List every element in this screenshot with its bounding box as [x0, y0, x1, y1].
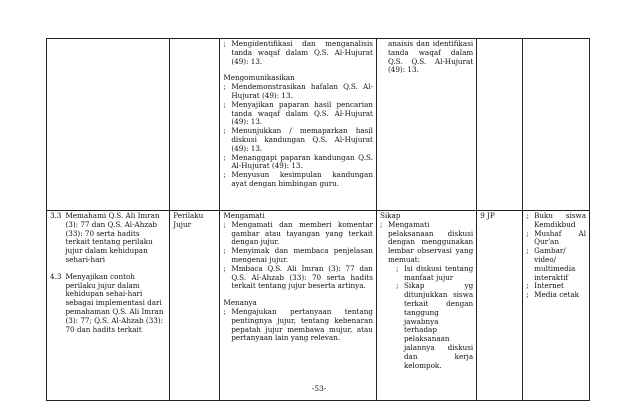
material-cell	[170, 211, 220, 401]
time-allocation: 9 JP	[480, 211, 495, 220]
assessment-item-text: Mengamati pelaksanaan diskusi dengan menggunakan lembar observasi yang memuat:	[387, 219, 474, 264]
assessment-cell	[376, 211, 476, 401]
material-cell	[170, 39, 220, 211]
list-item: ; Mengajukan pertanyaan tentang pentingnya jujur, tentang kebenaran pepatah jujur membawa mujur, atau pertanyaan lain yang relevan.	[223, 308, 373, 343]
list-item	[380, 221, 473, 371]
list-item: ; Mendemonstrasikan hafalan Q.S. Al-Hujurat (49): 13.	[223, 83, 373, 101]
activity-list	[223, 308, 373, 343]
list-item: ; Mengamati dan memberi komentar gambar atau tayangan yang terkait dengan jujur.	[223, 221, 373, 247]
list-item: ; Buku siswa Kemdikbud	[526, 212, 586, 230]
learning-activities-cell	[220, 211, 377, 401]
table-row	[47, 39, 590, 211]
time-cell	[477, 39, 523, 211]
assessment-cell	[376, 39, 476, 211]
activity-heading: Mengomunikasikan	[223, 73, 295, 83]
competency-number: 4.3	[50, 271, 62, 281]
assessment-list	[380, 221, 473, 371]
competency-text: Memahami Q.S. Ali Imran (3): 77 dan Q.S. Al-Ahzab (33): 70 serta hadits terkait tentang perilaku jujur dalam kehidupan sehari-hari	[65, 211, 160, 264]
assessment-heading: Sikap	[379, 211, 401, 220]
activity-heading: Menanya	[223, 298, 257, 308]
page-number: -53-	[311, 384, 327, 393]
competency-text: Menyajikan contoh perilaku jujur dalam kehidupan sehai-hari sebagai implementasi dari pemahaman Q.S. Ali Imran (3): 77; Q.S. Al-Ahzab (33): 70 dan hadits terkait	[65, 271, 164, 334]
list-item: ; Media cetak	[526, 291, 586, 300]
list-item: ; Menanggapi paparan kandungan Q.S. Al-Hujurat (49): 13.	[223, 154, 373, 172]
sources-cell	[523, 39, 590, 211]
competency-number: 3.3	[50, 211, 62, 220]
competency-item	[50, 212, 166, 265]
list-item: ; Menunjukkan / memaparkan hasil diskusi kandungan Q.S. Al-Hujurat (49): 13.	[223, 127, 373, 153]
assessment-text: anaisis dan identifikasi tanda waqaf dalam Q.S. Q.S. Al-Hujurat (49): 13.	[387, 39, 474, 75]
competency-cell	[47, 211, 170, 401]
list-item: ; Menyajikan paparan hasil pencarian tanda waqaf dalam Q.S. Al-Hujurat (49): 13.	[223, 101, 373, 127]
table-row	[47, 211, 590, 401]
list-item: ; Isi diskusi tentang manfaat jujur	[396, 265, 473, 283]
learning-activities-cell	[220, 39, 377, 211]
competency-cell	[47, 39, 170, 211]
material-text: Perilaku Jujur	[173, 211, 204, 229]
list-item: ; Mushaf Al Qur'an	[526, 230, 586, 248]
syllabus-table	[46, 38, 590, 401]
activity-list	[223, 40, 373, 66]
time-cell	[477, 211, 523, 401]
list-item: ; Mengidentifikasi dan menganalisis tanda waqaf dalam Q.S. Al-Hujurat (49): 13.	[223, 40, 373, 66]
list-item: ; Menyusun kesimpulan kandungan ayat dengan bimbingan guru.	[223, 171, 373, 189]
activity-list	[223, 221, 373, 291]
activity-list	[223, 83, 373, 189]
activity-heading: Mengamati	[223, 211, 265, 220]
assessment-sublist	[388, 265, 473, 371]
competency-item	[50, 273, 166, 335]
list-item: ; Mmbaca Q.S. Ali Imran (3): 77 dan Q.S. Al-Ahzab (33): 70 serta hadits terkait tentang jujur beserta artinya.	[223, 265, 373, 291]
list-item: ; Internet	[526, 282, 586, 291]
sources-list	[526, 212, 586, 300]
list-item: ; Gambar/ video/ multimedia interaktif	[526, 247, 586, 282]
sources-cell	[523, 211, 590, 401]
list-item: ; Menyimak dan membaca penjelasan mengenai jujur.	[223, 247, 373, 265]
list-item: ; Sikap yg ditunjukkan siswa terkait dengan tanggung jawabnya terhadap pelaksanaan jalannya diskusi dan kerja kelompok.	[396, 282, 473, 370]
